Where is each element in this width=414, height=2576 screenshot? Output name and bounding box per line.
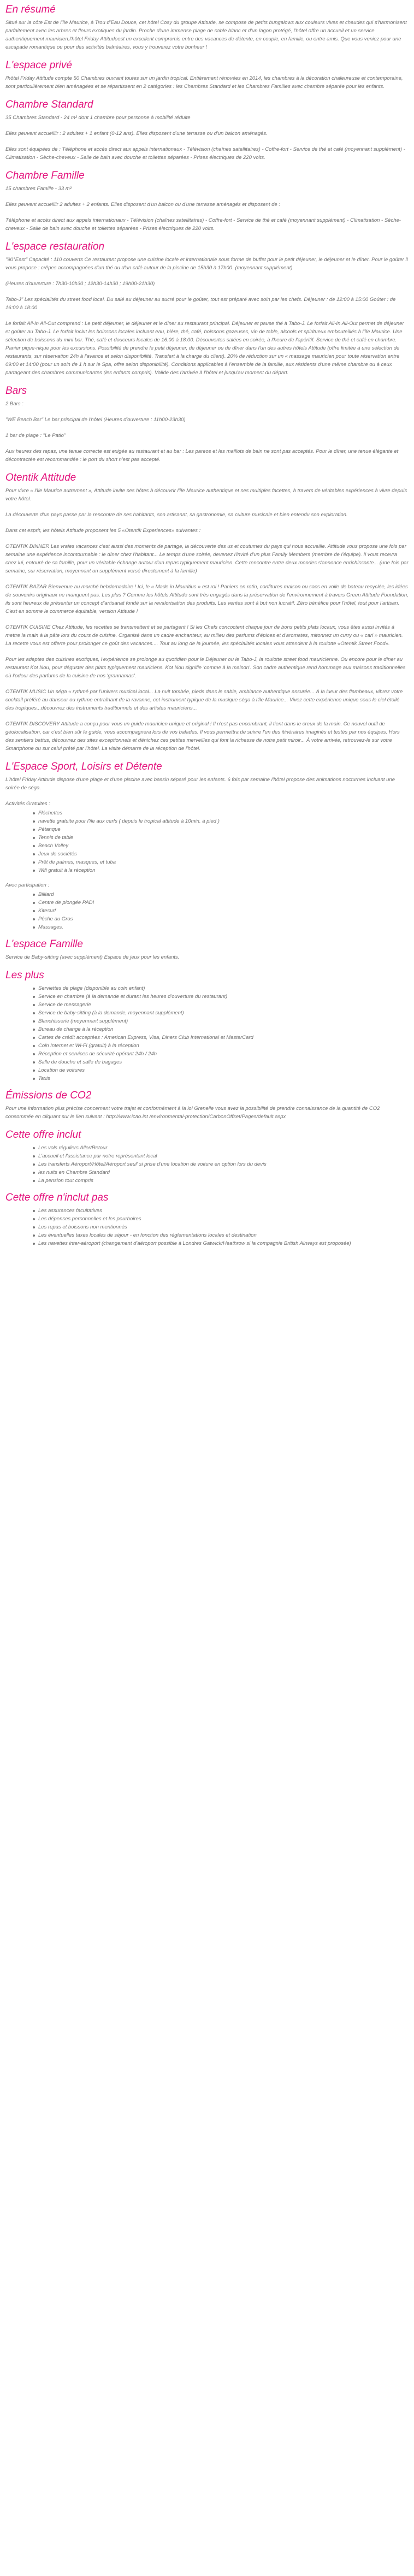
list-item: Cartes de crédit acceptées : American Express, Visa, Diners Club International et MasterCard	[38, 1033, 409, 1042]
list-item: les nuits en Chambre Standard	[38, 1168, 409, 1177]
list-item: navette gratuite pour l'île aux cerfs ( depuis le tropical attitude à 10min. à pied )	[38, 817, 409, 825]
fact-sheet-page	[0, 3, 414, 1267]
paragraph: 2 Bars :	[5, 401, 23, 407]
paragraph: Dans cet esprit, les hôtels Attitude proposent les 5 «Otentik Experiences» suivantes :	[5, 528, 201, 534]
section-offre-inclut	[5, 1129, 409, 1185]
list-item: Fléchettes	[38, 809, 409, 817]
paragraph: 15 chambres Famille - 33 m²	[5, 186, 72, 192]
section-body-emissions-co2	[5, 1104, 409, 1121]
list-item: Coin Internet et Wi-Fi (gratuit) à la réception	[38, 1042, 409, 1050]
list-item: Wifi gratuit à la réception	[38, 866, 409, 875]
section-espace-prive	[5, 59, 409, 91]
list-item: Location de voitures	[38, 1066, 409, 1074]
list-item: Les assurances facultatives	[38, 1207, 409, 1215]
section-espace-famille	[5, 938, 409, 961]
paragraph: Avec participation :	[5, 882, 50, 888]
list-item: Service en chambre (à la demande et durant les heures d'ouverture du restaurant)	[38, 992, 409, 1001]
paragraph: Tabo-J" Les spécialités du street food local. Du salé au déjeuner au sucré pour le goûter, tout est préparé avec soin par les chefs. Déjeuner : de 12:00 à 15:00 Goûter : de 16:00 à 18:00	[5, 297, 396, 311]
bullet-list	[5, 1144, 409, 1185]
list-item: Pétanque	[38, 825, 409, 834]
list-item: Bureau de change à la réception	[38, 1025, 409, 1033]
list-item: Tennis de table	[38, 834, 409, 842]
list-item: Les dépenses personnelles et les pourboires	[38, 1215, 409, 1223]
list-item: Les éventuelles taxes locales de séjour - en fonction des réglementations locales et destination	[38, 1231, 409, 1239]
list-item: Salle de douche et salle de bagages	[38, 1058, 409, 1066]
list-item: Taxis	[38, 1074, 409, 1083]
section-title-resume: En résumé	[5, 4, 56, 15]
paragraph: 1 bar de plage : "Le Patio"	[5, 433, 66, 439]
paragraph: Elles peuvent accueillir 2 adultes + 2 enfants. Elles disposent d'un balcon ou d'une terrasse aménagés et disposent de :	[5, 202, 280, 208]
paragraph: Aux heures des repas, une tenue correcte est exigée au restaurant et au bar : Les pareos et les maillots de bain ne sont pas acceptés. Pour le dîner, une tenue élégante et décontractée est recommandée : le port du short n'est pas accepté.	[5, 448, 399, 463]
list-item: Les vols réguliers Aller/Retour	[38, 1144, 409, 1152]
bullet-list	[5, 1207, 409, 1248]
paragraph: OTENTIK CUISINE Chez Attitude, les recettes se transmettent et se partagent ! Si les Chefs concoctent chaque jour de bons petits plats locaux, vous êtes aussi invités à mettre la main à la pâte lors du cours de cuisine. Organisé dans un cadre enchanteur, au milieu des parfums d'épices et d'aromates, mitonnez un curry ou « cari » mauricien. La recette vous est offerte pour prolonger ce goût des vacances.... Tout au long de la journée, les spécialités locales vous attendent à la roulotte «Otentik Street Food».	[5, 624, 403, 647]
section-chambre-famille	[5, 169, 409, 233]
paragraph: Elles sont équipées de : Téléphone et accès direct aux appels internationaux - Télévision (chaînes satellitaires) - Coffre-fort - Service de thé et café (moyennant supplément) - Climatisation - Sèche-cheveux - Salle de bain avec douche et toilettes séparées - Prises électriques de 220 volts.	[5, 146, 405, 161]
section-title-les-plus: Les plus	[5, 970, 44, 981]
section-title-emissions-co2: Émissions de CO2	[5, 1090, 92, 1101]
paragraph: Pour les adeptes des cuisines exotiques, l'expérience se prolonge au quotidien pour le Déjeuner ou le Tabo-J, la roulotte street food mauricienne. Ou encore pour le dîner au restaurant Kot Nou, pour déguster des plats typiquement mauriciens. Kot Nou signifie 'comme à la maison'. Son cadre authentique rend hommage aux maisons traditionnelles où l'odeur des parfums de la cuisine de nos 'grannamas'.	[5, 657, 406, 679]
section-emissions-co2	[5, 1089, 409, 1121]
bullet-list	[5, 984, 409, 1083]
section-chambre-standard	[5, 98, 409, 162]
paragraph: OTENTIK BAZAR Bienvenue au marché hebdomadaire ! Ici, le « Made in Mauritius » est roi ! Paniers en rotin, confitures maison ou sacs en voile de bateau recyclée, les idées de souvenirs originaux ne manquent pas. Les plus ? Comme les hôtels Attitude sont très engagés dans la préservation de l'environnement à travers Green Attitude Foundation, ils sont heureux de présenter un concept d'artisanat fondé sur la revalorisation des produits. Les ventes sont à but non lucratif. Zéro bénéfice pour l'hôtel, tout pour l'artisan. C'est en somme le commerce équitable, version Attitude !	[5, 584, 409, 615]
list-item: Billiard	[38, 890, 409, 899]
paragraph: Activités Gratuites :	[5, 801, 50, 807]
section-body-resume	[5, 19, 409, 51]
bullet-list	[5, 809, 409, 875]
section-offre-ninclut	[5, 1191, 409, 1248]
list-item: Massages.	[38, 923, 409, 931]
paragraph: l'hôtel Friday Attitude compte 50 Chambres ouvrant toutes sur un jardin tropical. Entièrement rénovées en 2014, les chambres à la décoration chaleureuse et contemporaine, sont particulièrement bien aménagées et se répartissent en 2 catégories : les Chambres Standard et les Chambres Familles avec chambre séparée pour les enfants.	[5, 75, 403, 90]
paragraph: (Heures d'ouverture : 7h30-10h30 ; 12h30-14h30 ; 19h00-21h30)	[5, 281, 155, 287]
list-item: Kitesurf	[38, 907, 409, 915]
section-body-espace-famille	[5, 953, 409, 961]
section-espace-restauration	[5, 240, 409, 377]
list-item: Les transferts Aéroport/Hôtel/Aéroport seul' si prise d'une location de voiture en option lors du devis	[38, 1160, 409, 1168]
list-item: La pension tout compris	[38, 1177, 409, 1185]
paragraph: Situé sur la côte Est de l'île Maurice, à Trou d'Eau Douce, cet hôtel Cosy du groupe Attitude, se compose de petits bungalows aux couleurs vives et chaudes qui s'harmonisent parfaitement avec les arbres et fleurs exotiques du jardin. Proche d'une immense plage de sable blanc et d'un lagon protégé, l'hôtel offre un accueil et un service authentiquement mauricien.l'hôtel Friday Attitudeest un excellent compromis entre des vacances de détente, en couple, en famille, ou entre amis. Que vous veniez pour une escapade romantique ou pour des activités balnéaires, vous y trouverez votre bonheur !	[5, 20, 407, 50]
section-title-bars: Bars	[5, 385, 27, 397]
list-item: L'accueil et l'assistance par notre représentant local	[38, 1152, 409, 1160]
list-item: Service de messagerie	[38, 1001, 409, 1009]
section-otentik-attitude	[5, 471, 409, 753]
paragraph: Pour une information plus précise concernant votre trajet et conformément à la loi Grenelle vous avez la possibilité de prendre connaissance de la quantité de CO2 consommée en cliquant sur le lien suivant : http://www.icao.int /environmental-protection/CarbonOffset/Pages/default.aspx	[5, 1106, 380, 1120]
list-item: Serviettes de plage (disponible au coin enfant)	[38, 984, 409, 992]
section-bars	[5, 385, 409, 464]
list-item: Service de baby-sitting (à la demande, moyennant supplément)	[38, 1009, 409, 1017]
list-item: Les navettes inter-aéroport (changement d'aéroport possible à Londres Gatwick/Heathrow si la compagnie British Airways est proposée)	[38, 1239, 409, 1248]
section-resume	[5, 3, 409, 51]
section-title-espace-famille: L'espace Famille	[5, 938, 83, 950]
paragraph: Elles peuvent accueillir : 2 adultes + 1 enfant (0-12 ans). Elles disposent d'une terrasse ou d'un balcon aménagés.	[5, 131, 268, 137]
section-body-espace-sport	[5, 776, 409, 931]
paragraph: OTENTIK DISCOVERY Attitude a conçu pour vous un guide mauricien unique et original ! Il n'est pas encombrant, il tient dans le creux de la main. Ce nouvel outil de géolocalisation, car c'est bien sûr le guide, vous accompagnera lors de vos balades. Il vous permettra de suivre l'un des itinéraires imaginés et testés par nos équipes. Hors des sentiers battus, découvrez des sites exceptionnels et dénichez ces petites merveilles qui font la richesse de notre petit miroir... À votre arrivée, retrouvez-le sur votre Smartphone ou sur celui prêté par l'hôtel. La visite démarre de la réception de l'hôtel.	[5, 721, 400, 752]
section-body-espace-prive	[5, 74, 409, 91]
section-title-chambre-standard: Chambre Standard	[5, 99, 93, 110]
section-title-espace-sport: L'Espace Sport, Loisirs et Détente	[5, 761, 162, 772]
section-title-otentik-attitude: Otentik Attitude	[5, 472, 76, 483]
section-title-espace-restauration: L'espace restauration	[5, 241, 105, 252]
section-title-offre-ninclut: Cette offre n'inclut pas	[5, 1192, 109, 1203]
section-title-espace-prive: L'espace privé	[5, 60, 72, 71]
paragraph: OTENTIK DINNER Les vraies vacances c'est aussi des moments de partage, la découverte des us et coutumes du pays qui nous accueille. Attitude vous propose une fois par semaine une expérience incontournable : le dîner chez l'habitant... Le temps d'une soirée, devenez l'invité d'un plus Family Members (membre de l'équipe). Il vous recevra chez lui, entouré de sa famille, pour un véritable échange autour d'un repas typiquement mauricien. Cette rencontre entre deux mondes s'annonce enrichissante... (une fois par semaine, sur réservation, moyennant un supplément versé directement à la famille)	[5, 543, 409, 574]
paragraph: Service de Baby-sitting (avec supplément) Espace de jeux pour les enfants.	[5, 954, 180, 960]
section-body-les-plus	[5, 984, 409, 1083]
list-item: Les repas et boissons non mentionnés	[38, 1223, 409, 1231]
paragraph: "WE Beach Bar" Le bar principal de l'hôtel (Heures d'ouverture : 11h00-23h30)	[5, 417, 186, 423]
paragraph: La découverte d'un pays passe par la rencontre de ses habitants, son artisanat, sa gastronomie, sa culture musicale et bien entendu son exploration.	[5, 512, 348, 518]
list-item: Pêche au Gros	[38, 915, 409, 923]
paragraph: Le forfait All-In All-Out comprend : Le petit déjeuner, le déjeuner et le dîner au restaurant principal. Déjeuner et pause thé à Tabo-J. Le forfait All-In All-Out permet de déjeuner et goûter au Tabo-J. Le forfait inclut les boissons locales incluant eau, bière, thé, café, boissons gazeuses, vin de table, alcools et spiritueux embouteillés à l'île Maurice. Une sélection de boissons du mini bar. Thé, café et douceurs locales de 16:00 à 18:00. Découvertes salées en soirée, à l'heure de l'apéritif. Service de thé et café en chambre. Panier pique-nique pour les excursions. Possibilité de prendre le petit déjeuner, de déjeuner ou de dîner dans l'un des autres hôtels Attitude (offre limitée à une sélection de restaurants, sur réservation 24h à l'avance et selon disponibilité. Transfert à la charge du client). 20% de réduction sur un « massage mauricien pour toute réservation entre 09:00 et 14:00 (pour un soin de 1 h sur le Spa, offre selon disponibilité). Conditions applicables à l'ensemble de la famille, aux résidents d'une même chambre ou à ceux partageant des chambres communicantes (les enfants compris). Valide des l'arrivée à l'hôtel et jusqu'au moment du départ.	[5, 321, 404, 376]
paragraph: L'hôtel Friday Attitude dispose d'une plage et d'une piscine avec bassin séparé pour les enfants. 6 fois par semaine l'hôtel propose des animations nocturnes incluant une soirée de séga.	[5, 777, 395, 791]
section-body-chambre-standard	[5, 114, 409, 162]
section-body-offre-ninclut	[5, 1207, 409, 1248]
paragraph: Pour vivre « l'île Maurice autrement », Attitude invite ses hôtes à découvrir l'île Maurice authentique et ses multiples facettes, à travers de véritables expériences à vivre depuis votre hôtel.	[5, 488, 407, 502]
list-item: Prêt de palmes, masques, et tuba	[38, 858, 409, 866]
section-body-chambre-famille	[5, 185, 409, 233]
paragraph: 35 Chambres Standard - 24 m² dont 1 chambre pour personne à mobilité réduite	[5, 115, 191, 121]
list-item: Jeux de sociétés	[38, 850, 409, 858]
section-title-chambre-famille: Chambre Famille	[5, 170, 85, 181]
section-body-otentik-attitude	[5, 487, 409, 753]
section-les-plus	[5, 969, 409, 1083]
section-title-offre-inclut: Cette offre inclut	[5, 1129, 81, 1141]
section-body-espace-restauration	[5, 256, 409, 377]
section-body-offre-inclut	[5, 1144, 409, 1185]
list-item: Réception et services de sécurité opérant 24h / 24h	[38, 1050, 409, 1058]
section-espace-sport	[5, 760, 409, 931]
list-item: Centre de plongée PADI	[38, 899, 409, 907]
list-item: Blanchisserie (moyennant supplément)	[38, 1017, 409, 1025]
paragraph: OTENTIK MUSIC Un séga « rythmé par l'univers musical local... La nuit tombée, pieds dans le sable, ambiance authentique assurée... À la lueur des flambeaux, vibrez votre cocktail préféré au danseur ou rythme entraînant de la ravanne, cet instrument typique de la musique séga à l'île Maurice... Vivez cette expérience unique sous le ciel étoilé des tropiques...découvrez des instruments traditionnels et des artistes mauriciens...	[5, 689, 403, 711]
bullet-list	[5, 890, 409, 931]
paragraph: "90°East" Capacité : 110 couverts Ce restaurant propose une cuisine locale et internationale sous forme de buffet pour le petit déjeuner, le déjeuner et le dîner. Pour le goûter il vous propose : crêpes accompagnées d'un thé ou d'un café autour de la piscine de 15h30 à 17h00. (moyennant supplément)	[5, 257, 408, 271]
section-body-bars	[5, 400, 409, 464]
list-item: Beach Volley	[38, 842, 409, 850]
paragraph: Téléphone et accès direct aux appels internationaux - Télévision (chaînes satellitaires) - Coffre-fort - Service de thé et café (moyennant supplément) - Climatisation - Sèche-cheveux - Salle de bain avec douche et toilettes séparées - Prises électriques de 220 volts.	[5, 217, 401, 232]
